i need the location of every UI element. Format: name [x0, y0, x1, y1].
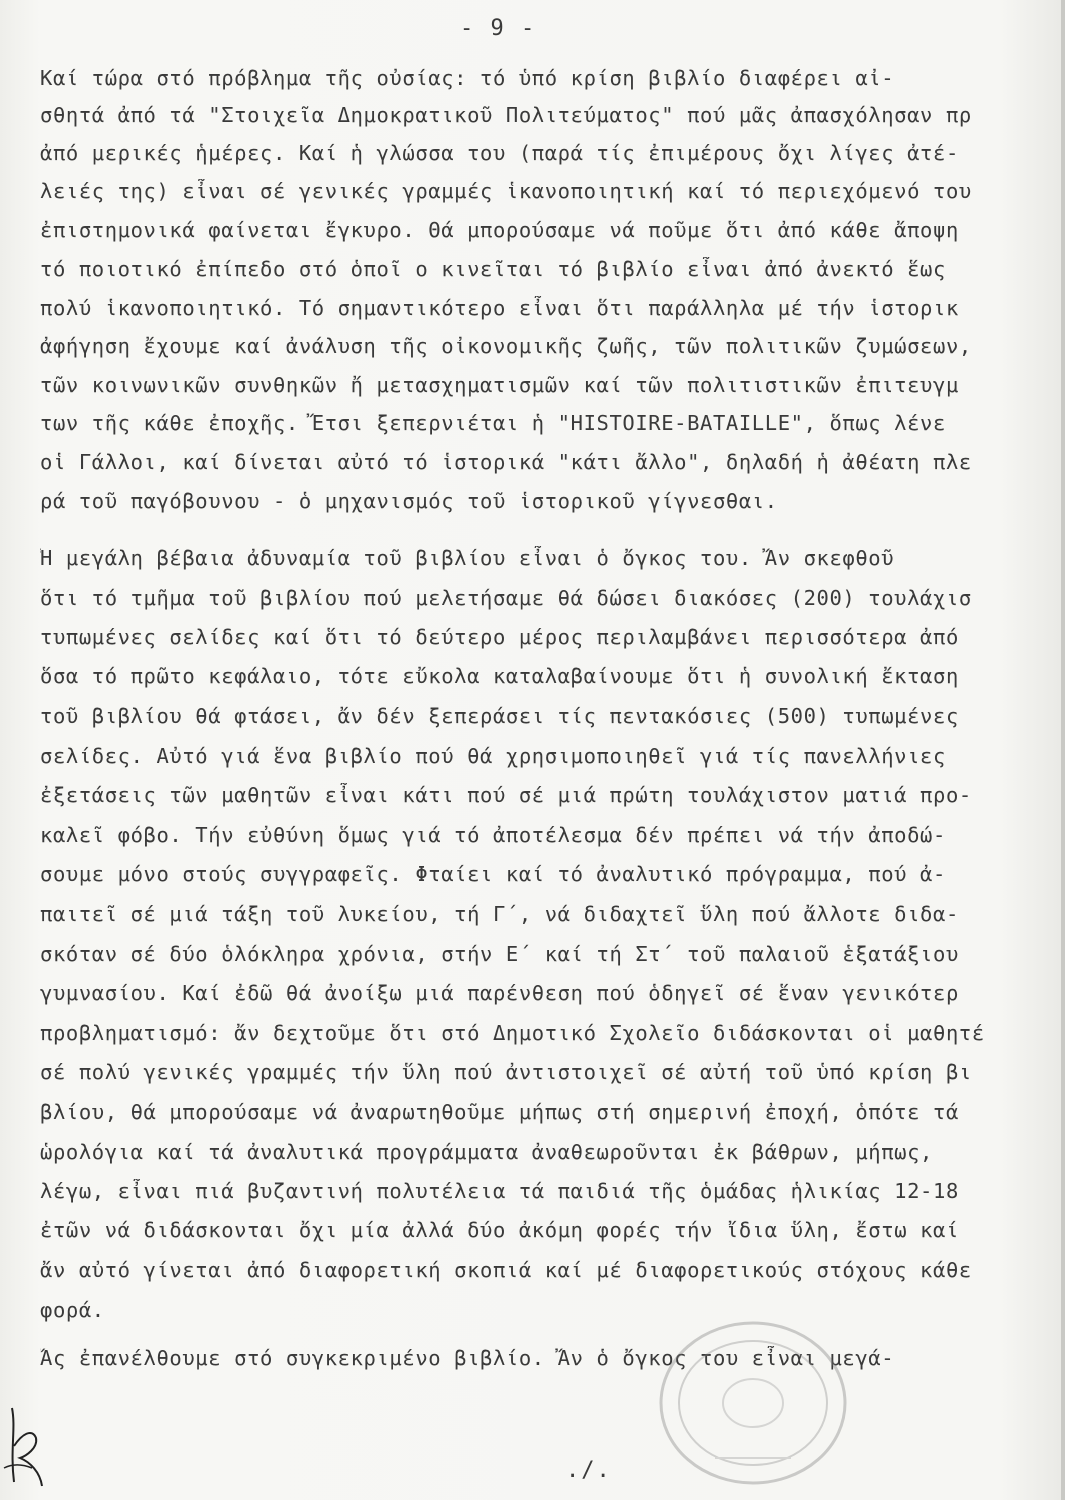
text-line: σέ πολύ γενικές γραμμές τήν ὕλη πού ἀντιστοιχεῖ σέ αὐτή τοῦ ὑπό κρίση βι: [40, 1060, 972, 1084]
text-line: σουμε μόνο στούς συγγραφεῖς. Φταίει καί τό ἀναλυτικό πρόγραμμα, πού ἀ-: [40, 862, 946, 886]
text-line: ὡρολόγια καί τά ἀναλυτικά προγράμματα ἀναθεωροῦνται ἐκ βάθρων, μήπως,: [40, 1140, 934, 1164]
text-line: ἀπό μερικές ἡμέρες. Καί ἡ γλώσσα του (παρά τίς ἐπιμέρους ὄχι λίγες ἀτέ-: [40, 141, 959, 165]
text-line: τυπωμένες σελίδες καί ὅτι τό δεύτερο μέρος περιλαμβάνει περισσότερα ἀπό: [40, 625, 959, 649]
text-line: ὅτι τό τμῆμα τοῦ βιβλίου πού μελετήσαμε θά δώσει διακόσες (200) τουλάχισ: [40, 586, 972, 610]
text-line: Καί τώρα στό πρόβλημα τῆς οὐσίας: τό ὑπό κρίση βιβλίο διαφέρει αἰ-: [40, 66, 895, 90]
text-line: Ἄς ἐπανέλθουμε στό συγκεκριμένο βιβλίο. Ἄν ὁ ὄγκος του εἶναι μεγά-: [40, 1346, 895, 1370]
underlined-phrase: δύο ἀκόμη φορές τήν ἴδια ὕλη: [467, 1218, 830, 1242]
text-line: λέγω, εἶναι πιά βυζαντινή πολυτέλεια τά παιδιά τῆς ὁμάδας ἡλικίας 12-18: [40, 1179, 959, 1203]
text-line: ἐξετάσεις τῶν μαθητῶν εἶναι κάτι πού σέ μιά πρώτη τουλάχιστον ματιά προ-: [40, 783, 972, 807]
page-number: - 9 -: [460, 16, 537, 41]
text-line: λειές της) εἶναι σέ γενικές γραμμές ἱκανοποιητική καί τό περιεχόμενό του: [40, 179, 972, 203]
faded-stamp-image: [655, 1318, 851, 1488]
text-line: σελίδες. Αὐτό γιά ἕνα βιβλίο πού θά χρησιμοποιηθεῖ γιά τίς πανελλήνιες: [40, 744, 946, 768]
text-line: προβληματισμό: ἄν δεχτοῦμε ὅτι στό Δημοτικό Σχολεῖο διδάσκονται οἱ μαθητέ: [40, 1021, 985, 1045]
text-line: τό ποιοτικό ἐπίπεδο στό ὁποῖ ο κινεῖται τό βιβλίο εἶναι ἀπό ἀνεκτό ἕως: [40, 257, 946, 281]
text-line: των τῆς κάθε ἐποχῆς. Ἔτσι ξεπερνιέται ἡ "HISTOIRE-BATAILLE", ὅπως λένε: [40, 411, 946, 435]
text-line: γυμνασίου. Καί ἐδῶ θά ἀνοίξω μιά παρένθεση πού ὁδηγεῖ σέ ἕναν γενικότερ: [40, 981, 959, 1005]
text-line: Ἡ μεγάλη βέβαια ἀδυναμία τοῦ βιβλίου εἶναι ὁ ὄγκος του. Ἄν σκεφθοῦ: [40, 546, 895, 570]
text-line: βλίου, θά μπορούσαμε νά ἀναρωτηθοῦμε μήπως στή σημερινή ἐποχή, ὁπότε τά: [40, 1100, 959, 1124]
text-line: τῶν κοινωνικῶν συνθηκῶν ἤ μετασχηματισμῶν καί τῶν πολιτιστικῶν ἐπιτευγμ: [40, 373, 959, 397]
text-segment: , ἔστω καί: [829, 1218, 959, 1242]
text-line: φορά.: [40, 1298, 105, 1322]
page-edge-shadow: [1061, 0, 1065, 1500]
text-line-underlined: [40, 1218, 1065, 1242]
text-line: σκόταν σέ δύο ὁλόκληρα χρόνια, στήν Ε΄ καί τή Στ΄ τοῦ παλαιοῦ ἑξατάξιου: [40, 942, 959, 966]
text-line: ὅσα τό πρῶτο κεφάλαιο, τότε εὔκολα καταλαβαίνουμε ὅτι ἡ συνολική ἔκταση: [40, 664, 959, 688]
continuation-mark: ./.: [566, 1458, 612, 1483]
text-line: ἄν αὐτό γίνεται ἀπό διαφορετική σκοπιά καί μέ διαφορετικούς στόχους κάθε: [40, 1258, 972, 1282]
text-line: ρά τοῦ παγόβουνου - ὁ μηχανισμός τοῦ ἱστορικοῦ γίγνεσθαι.: [40, 489, 778, 513]
text-line: καλεῖ φόβο. Τήν εὐθύνη ὅμως γιά τό ἀποτέλεσμα δέν πρέπει νά τήν ἀποδώ-: [40, 823, 946, 847]
text-line: τοῦ βιβλίου θά φτάσει, ἄν δέν ξεπεράσει τίς πεντακόσιες (500) τυπωμένες: [40, 704, 959, 728]
text-line: πολύ ἱκανοποιητικό. Τό σημαντικότερο εἶναι ὅτι παράλληλα μέ τήν ἱστορικ: [40, 296, 959, 320]
text-line: παιτεῖ σέ μιά τάξη τοῦ λυκείου, τή Γ΄, νά διδαχτεῖ ὕλη πού ἄλλοτε διδα-: [40, 902, 959, 926]
text-line: ἐπιστημονικά φαίνεται ἔγκυρο. Θά μπορούσαμε νά ποῦμε ὅτι ἀπό κάθε ἄποψη: [40, 218, 959, 242]
text-line: σθητά ἀπό τά "Στοιχεῖα Δημοκρατικοῦ Πολιτεύματος" πού μᾶς ἀπασχόλησαν πρ: [40, 103, 972, 127]
text-line: οἱ Γάλλοι, καί δίνεται αὐτό τό ἱστορικά "κάτι ἄλλο", δηλαδή ἡ ἀθέατη πλε: [40, 450, 972, 474]
handwritten-initials-image: [2, 1398, 48, 1490]
text-segment: ἐτῶν νά διδάσκονται ὄχι μία ἀλλά: [40, 1218, 468, 1242]
text-line: ἀφήγηση ἔχουμε καί ἀνάλυση τῆς οἰκονομικῆς ζωῆς, τῶν πολιτικῶν ζυμώσεων,: [40, 334, 972, 358]
